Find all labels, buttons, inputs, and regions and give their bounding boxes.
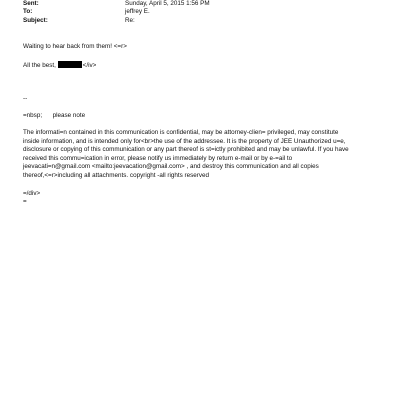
subject-row <box>23 17 383 26</box>
subject-value: Re: <box>125 17 135 24</box>
waiting-line: Waiting to hear back from them! <=r> <box>23 43 127 50</box>
disclaimer-line: disclosure or copying of this communication or any part thereof is st=ictly prohibited and may be unlawful. If you have <box>23 146 349 154</box>
closing-line <box>23 61 96 71</box>
to-label: To: <box>23 8 33 15</box>
signature-dashes: -- <box>23 95 28 102</box>
to-value: jeffrey E. <box>125 8 150 15</box>
closing-prefix: All the best, <box>23 62 56 69</box>
equals-line: = <box>23 198 27 205</box>
subject-label: Subject: <box>23 17 48 24</box>
sent-label: Sent: <box>23 0 39 7</box>
disclaimer-line: thereof,<=r>including all attachments. copyright -all rights reserved <box>23 171 210 179</box>
disclaimer-line: received this commu=ication in error, please notify us immediately by return e-mail or by e-=ail to <box>23 154 293 162</box>
div-close-line: =/div> <box>23 190 41 197</box>
disclaimer-line: The informati=n contained in this communication is confidential, may be attorney-clien= privileged, may constitute <box>23 129 339 136</box>
redaction-box <box>58 61 82 68</box>
to-row <box>23 8 383 17</box>
disclaimer-paragraph <box>23 129 378 181</box>
closing-suffix: </iv> <box>82 62 97 69</box>
nbsp-line: =nbsp; please note <box>23 112 86 119</box>
disclaimer-line: jeevacati=n@gmail.com <mailto:jeevacation@gmail.com> , and destroy this communication and all copies <box>23 163 319 171</box>
sent-value: Sunday, April 5, 2015 1:56 PM <box>125 0 210 7</box>
disclaimer-line: inside information, and is intended only for<br>the use of the addressee. It is the property of JEE Unauthorized u=e, <box>23 137 346 145</box>
